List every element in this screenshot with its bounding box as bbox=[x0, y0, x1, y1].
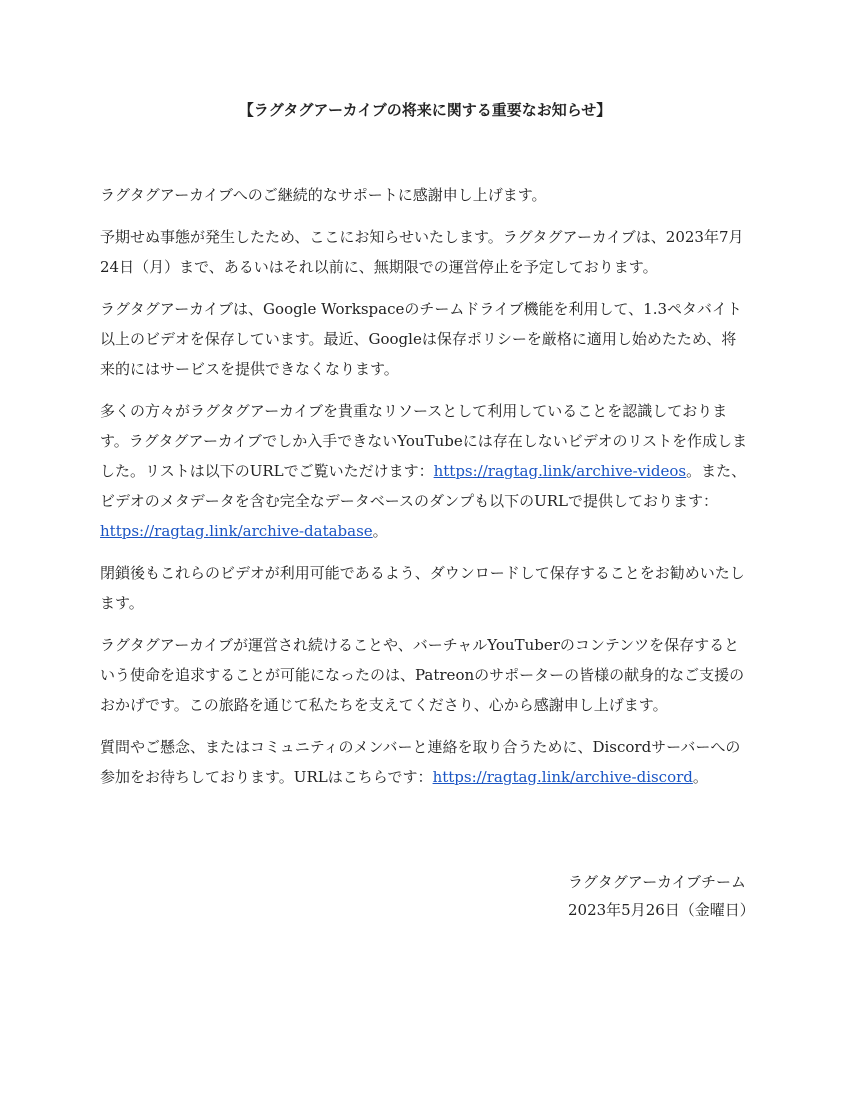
paragraph-thanks: ラグタグアーカイブへのご継続的なサポートに感謝申し上げます。 bbox=[100, 186, 547, 204]
archive-discord-link[interactable]: https://ragtag.link/archive-discord bbox=[432, 768, 693, 786]
paragraph-shutdown-notice: 予期せぬ事態が発生したため、ここにお知らせいたします。ラグタグアーカイブは、2023年7月24日（月）まで、あるいはそれ以前に、無期限での運営停止を予定しております。 bbox=[100, 228, 744, 276]
document-body bbox=[100, 96, 750, 804]
paragraph-download-advice: 閉鎖後もこれらのビデオが利用可能であるよう、ダウンロードして保存することをお勧めいたします。 bbox=[100, 564, 745, 612]
resources-text-1: 多くの方々がラグタグアーカイブを貴重なリソースとして利用していることを認識しております。ラグタグアーカイブでしか入手できないYouTubeには存在しないビデオのリストを作成しました。リストは以下のURLでご覧いただけます： bbox=[100, 402, 748, 480]
resources-text-2: 。また、ビデオのメタデータを含む完全なデータベースのダンプも以下のURLで提供しております： bbox=[100, 462, 747, 510]
paragraph-storage-policy: ラグタグアーカイブは、Google Workspaceのチームドライブ機能を利用して、1.3ペタバイト以上のビデオを保存しています。最近、Googleは保存ポリシーを厳格に適用し始めたため、将来的にはサービスを提供できなくなります。 bbox=[100, 300, 742, 378]
signature-team: ラグタグアーカイブチーム bbox=[568, 873, 747, 891]
discord-text-1: 質問やご懸念、またはコミュニティのメンバーと連絡を取り合うために、Discordサーバーへの参加をお待ちしております。URLはこちらです： bbox=[100, 738, 741, 786]
paragraph-discord bbox=[100, 732, 750, 792]
paragraph-resources bbox=[100, 396, 750, 546]
resources-text-3: 。 bbox=[372, 522, 388, 540]
discord-text-2: 。 bbox=[692, 768, 708, 786]
archive-database-link[interactable]: https://ragtag.link/archive-database bbox=[100, 522, 373, 540]
signature-date: 2023年5月26日（金曜日） bbox=[568, 901, 755, 919]
signature-block bbox=[568, 868, 755, 924]
archive-videos-link[interactable]: https://ragtag.link/archive-videos bbox=[433, 462, 687, 480]
paragraph-patreon-thanks: ラグタグアーカイブが運営され続けることや、バーチャルYouTuberのコンテンツを保存するという使命を追求することが可能になったのは、Patreonのサポーターの皆様の献身的なご支援のおかげです。この旅路を通じて私たちを支えてくださり、心から感謝申し上げます。 bbox=[100, 636, 745, 714]
page-title: 【ラグタグアーカイブの将来に関する重要なお知らせ】 bbox=[238, 101, 612, 119]
